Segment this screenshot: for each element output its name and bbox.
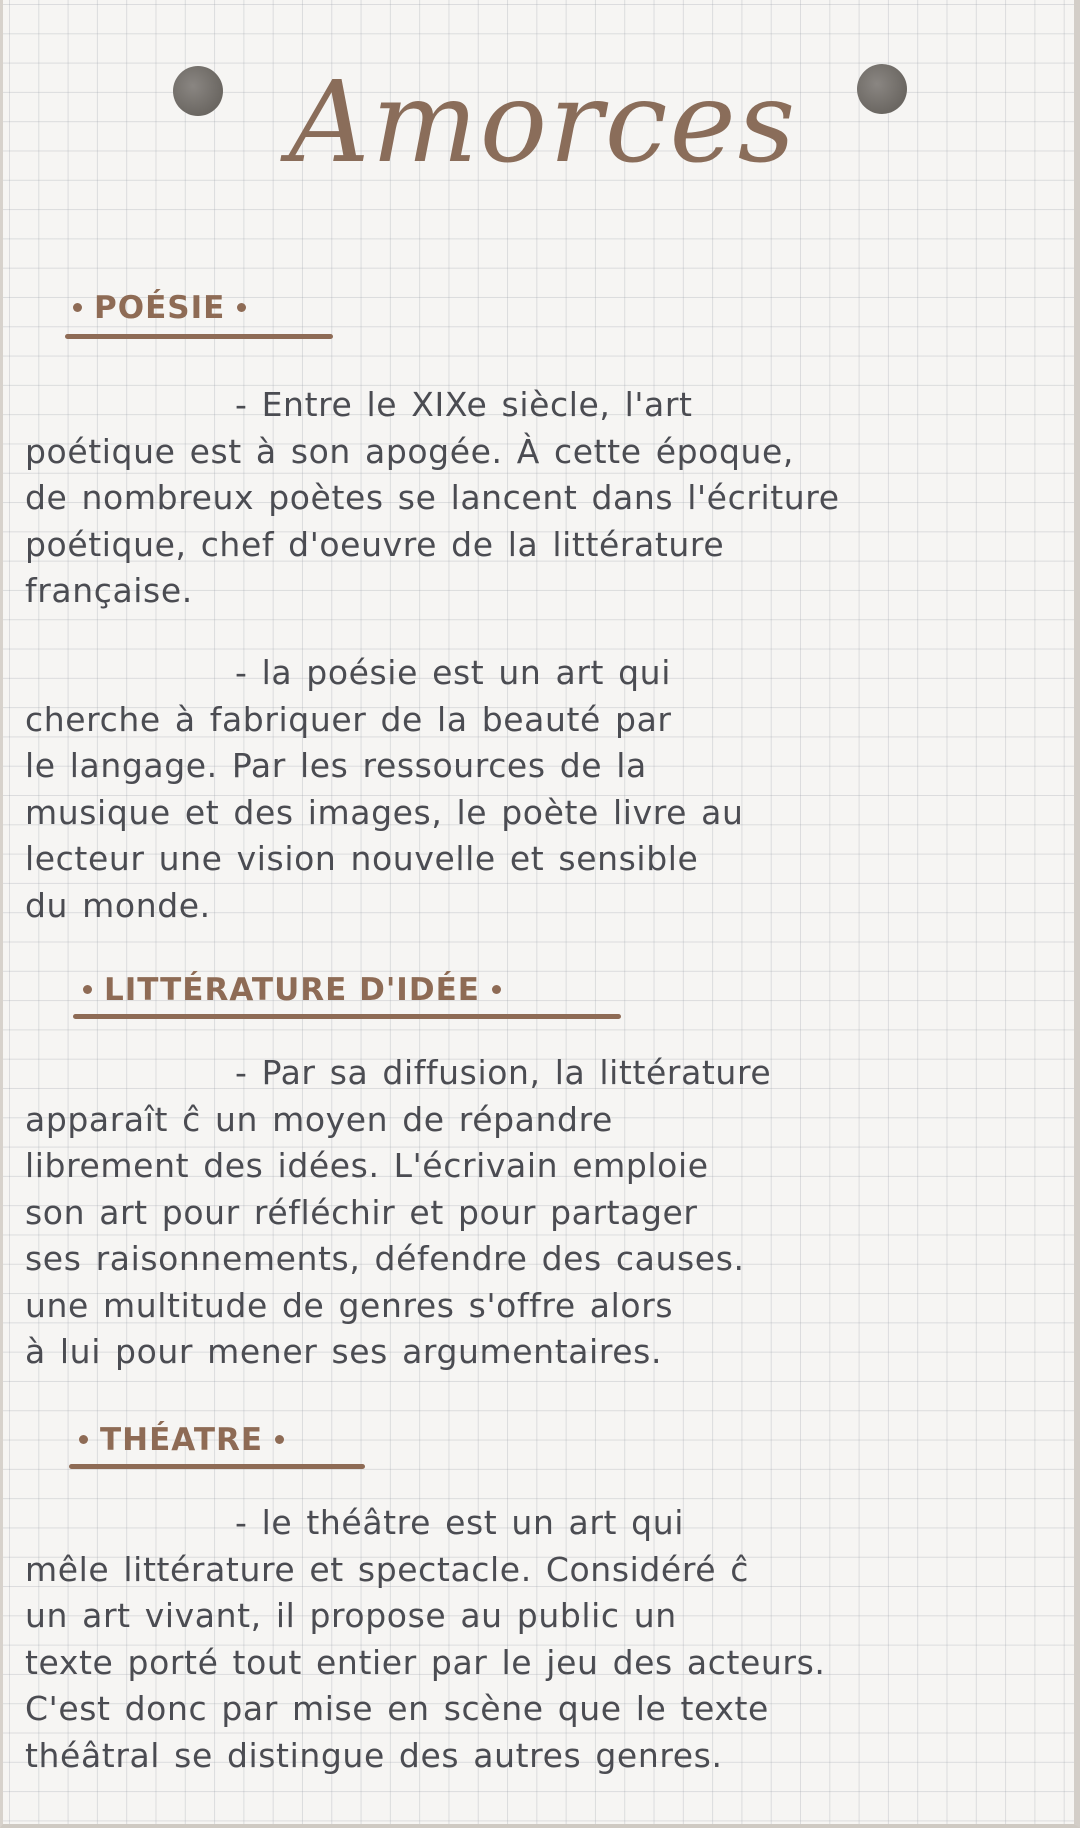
section-heading-theatre	[67, 1422, 296, 1458]
section-heading-text: LITTÉRATURE D'IDÉE	[104, 972, 480, 1008]
text-line: - le théâtre est un art qui	[235, 1503, 685, 1542]
text-line: - Par sa diffusion, la littérature	[235, 1053, 772, 1092]
text-line: lecteur une vision nouvelle et sensible	[25, 839, 699, 878]
text-line: son art pour réfléchir et pour partager	[25, 1192, 698, 1232]
text-line: musique et des images, le poète livre au	[25, 792, 744, 832]
bullet-dot	[73, 303, 82, 312]
bullet-dot	[237, 303, 246, 312]
text-line: C'est donc par mise en scène que le texte	[25, 1689, 769, 1728]
text-line: du monde.	[25, 885, 211, 925]
text-line: apparaît ĉ un moyen de répandre	[25, 1099, 613, 1139]
section-heading-poesie	[61, 290, 258, 326]
text-line: cherche à fabriquer de la beauté par	[25, 699, 672, 739]
section-heading-text: POÉSIE	[94, 290, 226, 326]
text-line: de nombreux poètes se lancent dans l'écriture	[25, 478, 840, 517]
section-underline	[65, 334, 333, 339]
text-line: librement des idées. L'écrivain emploie	[25, 1146, 709, 1185]
text-line: mêle littérature et spectacle. Considéré ĉ	[25, 1549, 750, 1589]
bullet-dot	[492, 985, 501, 994]
bullet-dot	[275, 1435, 284, 1444]
text-line: à lui pour mener ses argumentaires.	[25, 1332, 663, 1371]
text-line: un art vivant, il propose au public un	[25, 1596, 677, 1635]
text-line: poétique est à son apogée. À cette époque,	[25, 431, 794, 471]
paragraph	[25, 1050, 1055, 1376]
page-title: Amorces	[288, 58, 798, 188]
text-line: poétique, chef d'oeuvre de la littérature	[25, 524, 725, 564]
text-line: française.	[25, 571, 193, 610]
text-line: - Entre le XIXe siècle, l'art	[235, 385, 693, 424]
paragraph	[25, 382, 1055, 615]
text-line: texte porté tout entier par le jeu des acteurs.	[25, 1642, 826, 1682]
bullet-dot	[83, 985, 92, 994]
paragraph	[25, 1500, 1055, 1779]
text-line: ses raisonnements, défendre des causes.	[25, 1239, 745, 1278]
bullet-dot	[79, 1435, 88, 1444]
section-heading-text: THÉATRE	[100, 1422, 264, 1458]
text-line: - la poésie est un art qui	[235, 653, 671, 692]
text-line: théâtral se distingue des autres genres.	[25, 1735, 723, 1775]
paragraph	[25, 650, 1055, 929]
text-line: une multitude de genres s'offre alors	[25, 1285, 674, 1325]
text-line: le langage. Par les ressources de la	[25, 746, 647, 785]
section-underline	[69, 1464, 365, 1469]
section-underline	[73, 1014, 621, 1019]
section-heading-litterature-d-idee	[71, 972, 513, 1008]
